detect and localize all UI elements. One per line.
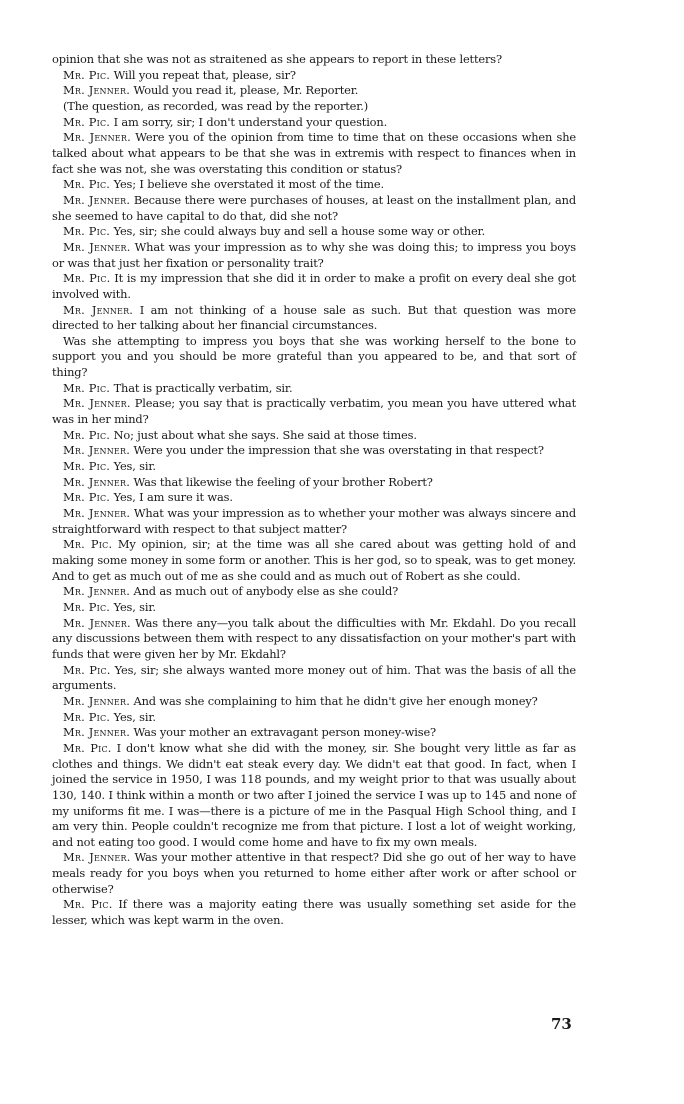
paragraph-text: My opinion, sir; at the time was all she cared about was getting hold of and making some money in some form or another. This is her god, so to speak, was to get money. And to get as much out of me as she could and as much out of Robert as she could. (52, 537, 576, 583)
transcript-page (52, 52, 576, 929)
speaker-name: Mr. Pic. (63, 662, 111, 677)
speaker-name: Mr. Pic. (63, 537, 113, 552)
paragraph-text: Yes, sir; she could always buy and sell a house some way or other. (110, 224, 486, 239)
paragraph (52, 490, 576, 506)
paragraph (52, 334, 576, 381)
paragraph (52, 99, 576, 115)
paragraph-text: And as much out of anybody else as she could? (130, 584, 399, 599)
paragraph (52, 584, 576, 600)
paragraph-text: Would you read it, please, Mr. Reporter. (130, 83, 359, 98)
paragraph-text: If there was a majority eating there was usually something set aside for the lesser, which was kept warm in the oven. (52, 897, 576, 928)
paragraph-text: Because there were purchases of houses, at least on the installment plan, and she seemed to have capital to do that, did she not? (52, 192, 576, 223)
paragraph-text: It is my impression that she did it in order to make a profit on every deal she got involved with. (52, 271, 576, 301)
paragraph-text: (The question, as recorded, was read by the reporter.) (63, 98, 369, 113)
paragraph (52, 506, 576, 537)
paragraph-text: Was that likewise the feeling of your brother Robert? (130, 474, 433, 489)
paragraph (52, 396, 576, 427)
paragraph (52, 68, 576, 84)
speaker-name: Mr. Jenner. (63, 474, 131, 489)
paragraph (52, 897, 576, 928)
speaker-name: Mr. Pic. (63, 740, 112, 755)
paragraph-text: Yes, sir; she always wanted more money out of him. That was the basis of all the arguments. (52, 662, 576, 693)
speaker-name: Mr. Jenner. (63, 239, 131, 254)
speaker-name: Mr. Pic. (63, 67, 111, 82)
paragraph (52, 741, 576, 851)
paragraph-text: Were you under the impression that she was overstating in that respect? (130, 443, 544, 458)
page-number: 73 (551, 1015, 572, 1033)
paragraph-text: What was your impression as to why she was doing this; to impress you boys or was that just her fixation or personality trait? (52, 239, 576, 270)
speaker-name: Mr. Pic. (63, 599, 111, 614)
paragraph-text: Was your mother an extravagant person money-wise? (130, 725, 437, 740)
paragraph-text: Was she attempting to impress you boys that she was working herself to the bone to support you and you should be more grateful than you appeared to be, and that sort of thing? (52, 333, 576, 380)
paragraph (52, 130, 576, 177)
paragraph-text: No; just about what she says. She said at those times. (110, 427, 417, 442)
paragraph-text: Was your mother attentive in that respect? Did she go out of her way to have meals ready for you boys when you returned to home either after work or after school or otherwise? (52, 850, 576, 896)
paragraph (52, 459, 576, 475)
speaker-name: Mr. Jenner. (63, 725, 131, 740)
speaker-name: Mr. Jenner. (63, 584, 131, 599)
speaker-name: Mr. Pic. (63, 709, 111, 724)
paragraph (52, 115, 576, 131)
speaker-name: Mr. Jenner. (63, 396, 131, 411)
paragraph (52, 694, 576, 710)
speaker-name: Mr. Pic. (63, 427, 111, 442)
paragraph-text: I don't know what she did with the money, sir. She bought very little as far as clothes and things. We didn't eat steak every day. We didn't eat that good. In fact, when I joined the service in 1950, I was 118 pounds, and my weight prior to that was usually about 130, 140. I think within a month or two after I joined the service I was up to 145 and none of my uniforms fit me. I was—there is a picture of me in the Pasqual High School thing, and I am very thin. People couldn't recognize me from that picture. I lost a lot of weight working, and not eating too good. I would come home and have to fix my own meals. (52, 740, 576, 849)
paragraph (52, 537, 576, 584)
paragraph (52, 381, 576, 397)
paragraph-text: Were you of the opinion from time to time that on these occasions when she talked about what appears to be that she was in extremis with respect to finances when in fact she was not, she was overstating this condition or status? (52, 130, 576, 176)
speaker-name: Mr. Jenner. (63, 850, 131, 865)
paragraph (52, 193, 576, 224)
paragraph (52, 475, 576, 491)
speaker-name: Mr. Jenner. (63, 506, 131, 521)
paragraph-text: Please; you say that is practically verbatim, you mean you have uttered what was in her mind? (52, 396, 576, 427)
speaker-name: Mr. Pic. (63, 114, 111, 129)
paragraph-text: Was there any—you talk about the difficulties with Mr. Ekdahl. Do you recall any discussions between them with respect to any dissatisfaction on your mother's part with funds that were given her by Mr. Ekdahl? (52, 615, 576, 661)
speaker-name: Mr. Pic. (63, 897, 113, 912)
paragraph-text: I am not thinking of a house sale as such. But that question was more directed to her talking about her financial circumstances. (52, 302, 576, 333)
speaker-name: Mr. Jenner. (63, 192, 131, 207)
speaker-name: Mr. Jenner. (63, 443, 131, 458)
speaker-name: Mr. Jenner. (63, 615, 131, 630)
paragraph-text: Yes, sir. (110, 599, 156, 614)
paragraph-text: I am sorry, sir; I don't understand your question. (110, 114, 388, 129)
speaker-name: Mr. Pic. (63, 177, 111, 192)
paragraph-text: Yes; I believe she overstated it most of the time. (110, 177, 384, 192)
paragraph-text: Yes, I am sure it was. (110, 490, 233, 505)
paragraph (52, 616, 576, 663)
paragraph-text: Will you repeat that, please, sir? (110, 67, 296, 82)
speaker-name: Mr. Pic. (63, 271, 111, 286)
paragraph (52, 725, 576, 741)
paragraph (52, 271, 576, 302)
paragraph-text: What was your impression as to whether your mother was always sincere and straightforward with respect to that subject matter? (52, 506, 576, 536)
paragraph (52, 710, 576, 726)
speaker-name: Mr. Jenner. (63, 302, 134, 317)
paragraph-text: Yes, sir. (110, 709, 156, 724)
paragraph (52, 52, 576, 68)
paragraph (52, 663, 576, 694)
paragraph-text: That is practically verbatim, sir. (110, 380, 293, 395)
paragraph (52, 600, 576, 616)
paragraph (52, 177, 576, 193)
paragraph (52, 428, 576, 444)
speaker-name: Mr. Jenner. (63, 693, 131, 708)
paragraph (52, 240, 576, 271)
speaker-name: Mr. Pic. (63, 224, 111, 239)
speaker-name: Mr. Pic. (63, 490, 111, 505)
speaker-name: Mr. Jenner. (63, 130, 131, 145)
paragraph (52, 83, 576, 99)
speaker-name: Mr. Jenner. (63, 83, 131, 98)
speaker-name: Mr. Pic. (63, 459, 111, 474)
paragraph (52, 224, 576, 240)
paragraph-text: And was she complaining to him that he didn't give her enough money? (130, 693, 538, 708)
paragraph (52, 850, 576, 897)
paragraph (52, 303, 576, 334)
speaker-name: Mr. Pic. (63, 380, 111, 395)
paragraph-text: Yes, sir. (110, 459, 156, 474)
paragraph (52, 443, 576, 459)
paragraph-text: opinion that she was not as straitened as she appears to report in these letters? (52, 52, 502, 66)
